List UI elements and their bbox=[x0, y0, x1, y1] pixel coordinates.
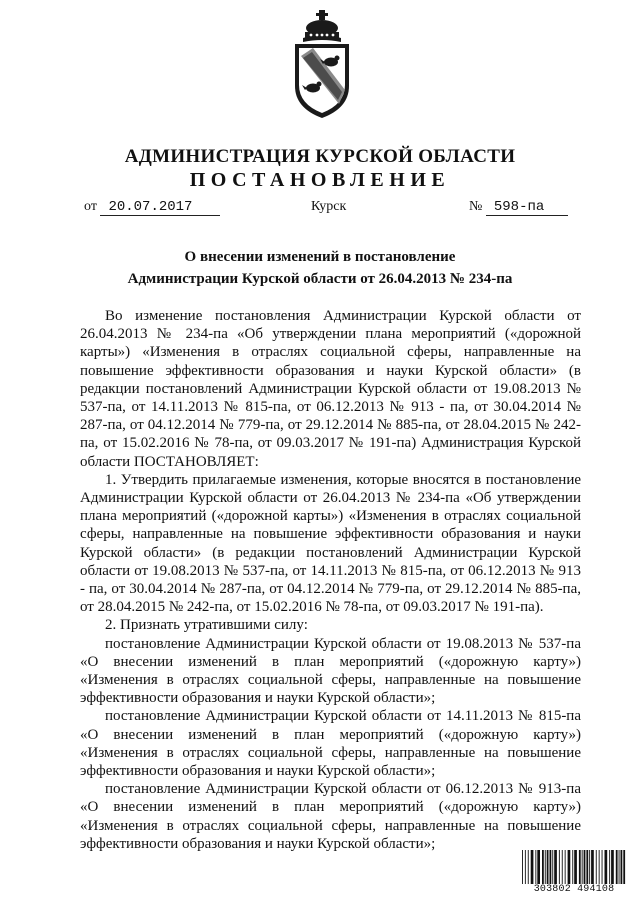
barcode-bar bbox=[599, 850, 600, 884]
barcode-bar bbox=[554, 850, 557, 884]
barcode-bar bbox=[522, 850, 523, 884]
barcode-bar bbox=[609, 850, 610, 884]
document-number bbox=[469, 199, 568, 215]
barcode-bar bbox=[611, 850, 614, 884]
barcode-bar bbox=[550, 850, 552, 884]
date-value: 20.07.2017 bbox=[100, 199, 220, 216]
document-type: ПОСТАНОВЛЕНИЕ bbox=[189, 169, 451, 191]
barcode-bar bbox=[572, 850, 573, 884]
barcode-bar bbox=[547, 850, 549, 884]
barcode-bar bbox=[574, 850, 577, 884]
body-paragraph: 1. Утвердить прилагаемые изменения, которые вносятся в постановление Администрации Курской области от 26.04.2013 № 234-па «Об утверждении плана мероприятий («дорожной карты») «Изменения в отраслях социальной сферы, направленные на повышение эффективности образования и науки Курской области» (в редакции постановлений Администрации Курской области от 19.08.2013 № 537-па, от 14.11.2013 № 815-па, от 06.12.2013 № 913 - па, от 30.04.2014 № 287-па, от 04.12.2014 № 779-па, от 29.12.2014 № 885-па, от 28.04.2015 № 242-па, от 15.02.2016 № 78-па, от 09.03.2017 № 191-па). bbox=[80, 471, 581, 616]
barcode bbox=[521, 850, 627, 896]
date-prefix: от bbox=[84, 199, 97, 214]
body-paragraph: Во изменение постановления Администрации Курской области от 26.04.2013 № 234-па «Об утверждении плана мероприятий («дорожной карты») «Изменения в отраслях социальной сферы, направленные на повышение эффективности образования и науки Курской области» (в редакции постановлений Администрации Курской области от 19.08.2013 № 537-па, от 14.11.2013 № 815-па, от 06.12.2013 № 913 - па, от 30.04.2014 № 287-па, от 04.12.2014 № 779-па, от 29.12.2014 № 885-па, от 28.04.2015 № 242-па, от 15.02.2016 № 78-па, от 09.03.2017 № 191-па) Администрация Курской области ПОСТАНОВЛЯЕТ: bbox=[80, 308, 581, 470]
barcode-bar bbox=[591, 850, 594, 884]
barcode-bar bbox=[552, 850, 553, 884]
barcode-bar bbox=[586, 850, 588, 884]
title-line-2: Администрации Курской области от 26.04.2013 № 234-па bbox=[127, 271, 513, 287]
barcode-bar bbox=[559, 850, 560, 884]
barcode-bar bbox=[621, 850, 623, 884]
barcode-bar bbox=[589, 850, 590, 884]
document-body bbox=[80, 307, 581, 853]
barcode-bar bbox=[619, 850, 620, 884]
barcode-bar bbox=[582, 850, 583, 884]
document-date bbox=[84, 199, 220, 215]
number-prefix: № bbox=[469, 199, 483, 214]
barcode-bar bbox=[616, 850, 618, 884]
barcode-bar bbox=[542, 850, 544, 884]
barcode-bar bbox=[596, 850, 597, 884]
barcode-number: 303802 494108 bbox=[533, 884, 615, 895]
barcode-bar bbox=[537, 850, 540, 884]
barcode-bar bbox=[568, 850, 571, 884]
document-title bbox=[60, 246, 580, 290]
barcode-bar bbox=[605, 850, 608, 884]
barcode-bar bbox=[545, 850, 546, 884]
barcode-icon bbox=[521, 850, 627, 884]
document-city: Курск bbox=[311, 199, 347, 214]
body-paragraph: постановление Администрации Курской области от 19.08.2013 № 537-па «О внесении изменений в план мероприятий («дорожную карту») «Изменения в отраслях социальной сферы, направленные на повышение эффективности образования и науки Курской области»; bbox=[80, 635, 581, 707]
body-paragraph: 2. Признать утратившими силу: bbox=[105, 617, 308, 634]
barcode-bar bbox=[579, 850, 581, 884]
barcode-bar bbox=[535, 850, 536, 884]
organization-name: АДМИНИСТРАЦИЯ КУРСКОЙ ОБЛАСТИ bbox=[124, 146, 516, 167]
barcode-bar bbox=[562, 850, 563, 884]
barcode-bar bbox=[565, 850, 566, 884]
barcode-bar bbox=[623, 850, 625, 884]
barcode-bar bbox=[584, 850, 586, 884]
barcode-bar bbox=[602, 850, 603, 884]
kursk-coat-of-arms-icon bbox=[289, 8, 355, 120]
barcode-bar bbox=[525, 850, 526, 884]
barcode-bar bbox=[528, 850, 529, 884]
number-value: 598-па bbox=[486, 199, 568, 216]
body-paragraph: постановление Администрации Курской области от 06.12.2013 № 913-па «О внесении изменений в план мероприятий («дорожную карту») «Изменения в отраслях социальной сферы, направленные на повышение эффективности образования и науки Курской области»; bbox=[80, 781, 581, 852]
title-line-1: О внесении изменений в постановление bbox=[184, 249, 456, 265]
barcode-bar bbox=[531, 850, 534, 884]
body-paragraph: постановление Администрации Курской области от 14.11.2013 № 815-па «О внесении изменений в план мероприятий («дорожную карту») «Изменения в отраслях социальной сферы, направленные на повышение эффективности образования и науки Курской области»; bbox=[80, 708, 581, 780]
